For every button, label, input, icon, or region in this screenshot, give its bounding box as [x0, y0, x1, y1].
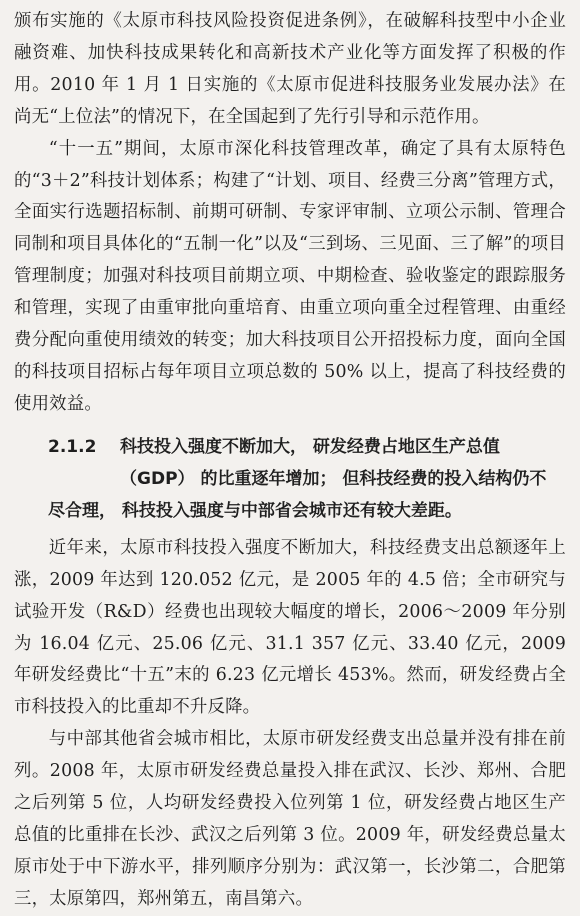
section-heading — [14, 431, 566, 527]
section-title-line-1: 科技投入强度不断加大， 研发经费占地区生产总值 — [120, 436, 500, 457]
paragraph-intro: 颁布实施的《太原市科技风险投资促进条例》，在破解科技型中小企业融资难、加快科技成果转化和高新技术产业化等方面发挥了积极的作用。2010 年 1 月 1 日实施的《太原市促进科技服务业发展办法》在尚无“上位法”的情况下，在全国起到了先行引导和示范作用。 — [14, 11, 566, 127]
section-number: 2.1.2 — [48, 436, 97, 457]
section-title-line-2: （GDP） 的比重逐年增加； 但科技经费的投入结构仍不 — [120, 468, 547, 489]
section-heading-line-1 — [48, 431, 566, 463]
paragraph-investment-growth: 近年来，太原市科技投入强度不断加大，科技经费支出总额逐年上涨，2009 年达到 120.052 亿元，是 2005 年的 4.5 倍；全市研究与试验开发（R&D）经费也出现较大幅度的增长，2006～2009 年分别为 16.04 亿元、25.06 亿元、31.1 357 亿元、33.40 亿元，2009 年研发经费比“十五”末的 6.23 亿元增长 453%。然而，研发经费占全市科技投入的比重却不升反降。 — [14, 537, 566, 718]
paragraph-management-reform: “十一五”期间，太原市深化科技管理改革，确定了具有太原特色的“3＋2”科技计划体系；构建了“计划、项目、经费三分离”管理方式，全面实行选题招标制、前期可研制、专家评审制、立项公示制、管理合同制和项目具体化的“五制一化”以及“三到场、三见面、三了解”的项目管理制度；加强对科技项目前期立项、中期检查、验收鉴定的跟踪服务和管理，实现了由重审批向重培育、由重立项向重全过程管理、由重经费分配向重使用绩效的转变；加大科技项目公开招投标力度，面向全国的科技项目招标占每年项目立项总数的 50% 以上，提高了科技经费的使用效益。 — [14, 138, 566, 414]
paragraph-central-comparison: 与中部其他省会城市相比，太原市研发经费支出总量并没有排在前列。2008 年，太原市研发经费总量投入排在武汉、长沙、郑州、合肥之后列第 5 位，人均研发经费投入位列第 1 位，研发经费占地区生产总值的比重排在长沙、武汉之后列第 3 位。2009 年，研发经费总量太原市处于中下游水平，排列顺序分别为：武汉第一，长沙第二，合肥第三，太原第四，郑州第五，南昌第六。 — [14, 729, 566, 909]
section-title-line-3: 尽合理， 科技投入强度与中部省会城市还有较大差距。 — [48, 500, 462, 521]
